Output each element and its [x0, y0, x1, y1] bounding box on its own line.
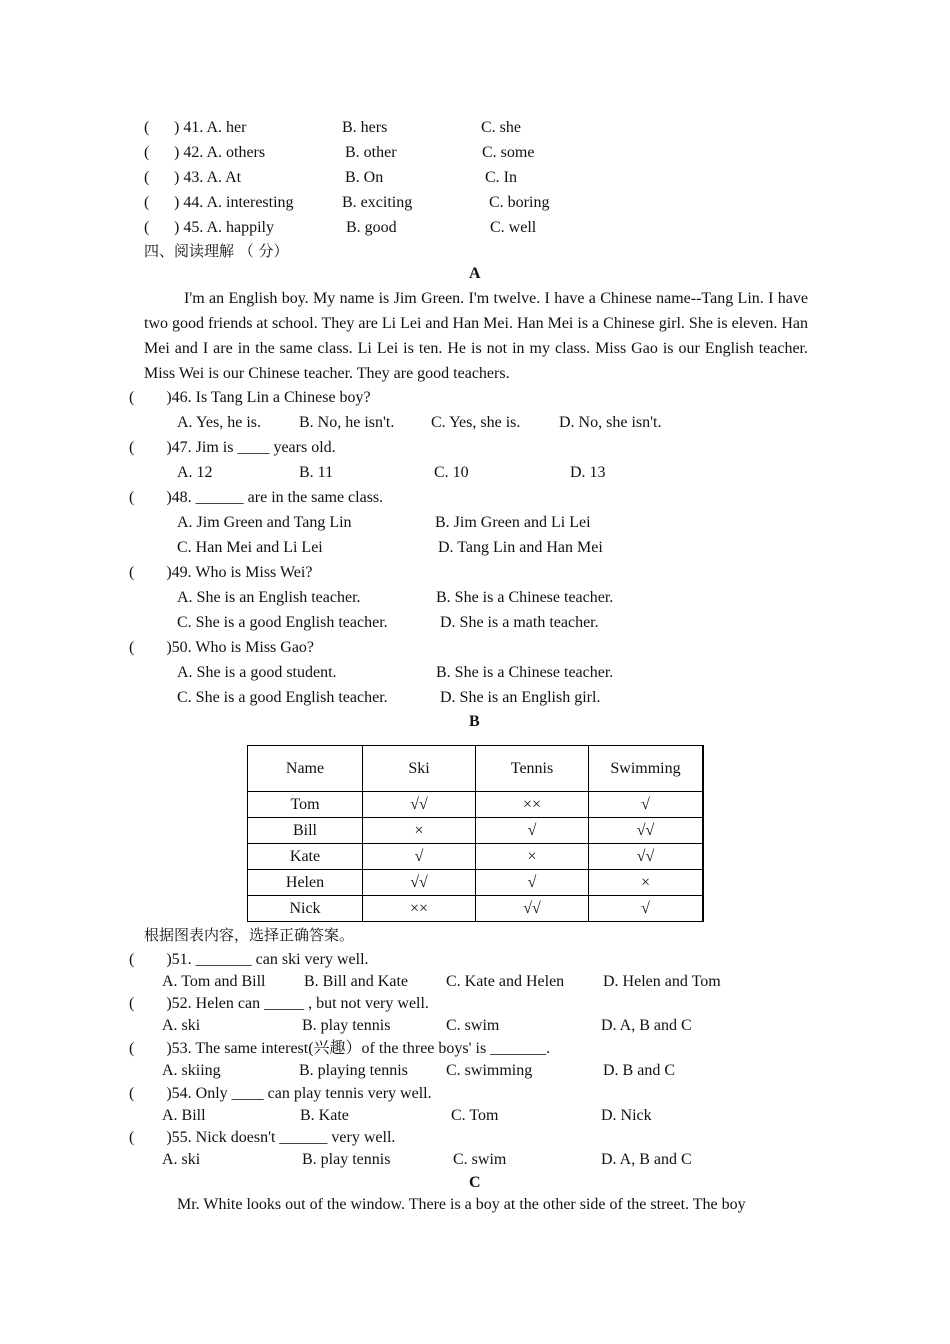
q51-option-d: D. Helen and Tom: [603, 973, 721, 990]
cell-tennis: √: [476, 818, 589, 844]
header-swimming: Swimming: [589, 746, 704, 792]
passage-a-text: [144, 286, 808, 386]
q55-option-d: D. A, B and C: [601, 1151, 692, 1168]
q49-option-b: B. She is a Chinese teacher.: [436, 589, 614, 606]
table-header-row: [248, 746, 704, 792]
cell-name: Nick: [248, 896, 363, 922]
q49-option-d: D. She is a math teacher.: [440, 614, 599, 631]
q52-option-d: D. A, B and C: [601, 1017, 692, 1034]
answer-paren: (: [144, 219, 150, 236]
option-a: ) 44. A. interesting: [174, 194, 294, 211]
q50-option-b: B. She is a Chinese teacher.: [436, 664, 614, 681]
option-b: B. hers: [342, 119, 388, 136]
q49-option-c: C. She is a good English teacher.: [177, 614, 388, 631]
option-c: C. In: [485, 169, 517, 186]
question-50: ( )50. Who is Miss Gao?: [129, 639, 315, 656]
q55-option-c: C. swim: [453, 1151, 507, 1168]
q48-option-d: D. Tang Lin and Han Mei: [438, 539, 603, 556]
cell-swimming: √√: [589, 844, 704, 870]
q54-option-a: A. Bill: [162, 1107, 206, 1124]
question-49: ( )49. Who is Miss Wei?: [129, 564, 313, 581]
q54-option-d: D. Nick: [601, 1107, 652, 1124]
header-ski: Ski: [363, 746, 476, 792]
cell-ski: ×: [363, 818, 476, 844]
cell-ski: √√: [363, 792, 476, 818]
answer-paren: (: [144, 119, 150, 136]
q53-option-c: C. swimming: [446, 1062, 533, 1079]
cell-swimming: ×: [589, 870, 704, 896]
sports-table: [247, 745, 704, 922]
option-c: C. well: [490, 219, 537, 236]
question-47: ( )47. Jim is ____ years old.: [129, 439, 336, 456]
option-a: ) 43. A. At: [174, 169, 242, 186]
passage-b-label: B: [469, 713, 480, 730]
q48-option-b: B. Jim Green and Li Lei: [435, 514, 591, 531]
question-54: ( )54. Only ____ can play tennis very well.: [129, 1085, 432, 1102]
q55-option-b: B. play tennis: [302, 1151, 391, 1168]
table-row: [248, 818, 704, 844]
option-b: B. exciting: [342, 194, 413, 211]
option-a: ) 45. A. happily: [174, 219, 274, 236]
option-b: B. other: [345, 144, 397, 161]
option-c: C. some: [482, 144, 535, 161]
cell-tennis: ××: [476, 792, 589, 818]
q46-option-c: C. Yes, she is.: [431, 414, 521, 431]
table-row: [248, 870, 704, 896]
q50-option-c: C. She is a good English teacher.: [177, 689, 388, 706]
option-c: C. boring: [489, 194, 550, 211]
answer-paren: (: [144, 194, 150, 211]
question-46: ( )46. Is Tang Lin a Chinese boy?: [129, 389, 371, 406]
answer-paren: (: [144, 169, 150, 186]
cell-name: Bill: [248, 818, 363, 844]
table-row: [248, 844, 704, 870]
table-instruction: 根据图表内容，选择正确答案。: [144, 926, 355, 944]
option-a: ) 42. A. others: [174, 144, 266, 161]
answer-paren: (: [144, 144, 150, 161]
cell-tennis: √: [476, 870, 589, 896]
header-tennis: Tennis: [476, 746, 589, 792]
q52-option-c: C. swim: [446, 1017, 500, 1034]
option-b: B. On: [345, 169, 384, 186]
q55-option-a: A. ski: [162, 1151, 201, 1168]
question-53: ( )53. The same interest(兴趣）of the three boys' is _______.: [129, 1040, 551, 1057]
passage-c-label: C: [469, 1174, 481, 1191]
passage-a-label: A: [469, 265, 481, 282]
q53-option-a: A. skiing: [162, 1062, 221, 1079]
cell-tennis: ×: [476, 844, 589, 870]
option-b: B. good: [346, 219, 397, 236]
passage-a-paragraph: I'm an English boy. My name is Jim Green. I'm twelve. I have a Chinese name--Tang Lin. I have two good friends at school. They are Li Lei and Han Mei. Han Mei is a Chinese girl. She is eleven. Han Mei and I are in the same class. Li Lei is ten. He is not in my class. Miss Gao is our English teacher. Miss Wei is our Chinese teacher. They are good teachers.: [144, 290, 808, 382]
question-51: ( )51. _______ can ski very well.: [129, 951, 369, 968]
q54-option-c: C. Tom: [451, 1107, 499, 1124]
cell-tennis: √√: [476, 896, 589, 922]
passage-c-text: Mr. White looks out of the window. There is a boy at the other side of the street. The boy: [177, 1196, 746, 1213]
q54-option-b: B. Kate: [300, 1107, 349, 1124]
q46-option-a: A. Yes, he is.: [177, 414, 262, 431]
q50-option-d: D. She is an English girl.: [440, 689, 601, 706]
cell-name: Tom: [248, 792, 363, 818]
cell-ski: √: [363, 844, 476, 870]
table-row: [248, 896, 704, 922]
q51-option-b: B. Bill and Kate: [304, 973, 408, 990]
question-52: ( )52. Helen can _____ , but not very well.: [129, 995, 429, 1012]
q52-option-a: A. ski: [162, 1017, 201, 1034]
table-row: [248, 792, 704, 818]
q49-option-a: A. She is an English teacher.: [177, 589, 361, 606]
q53-option-b: B. playing tennis: [299, 1062, 408, 1079]
q47-option-a: A. 12: [177, 464, 213, 481]
cell-ski: √√: [363, 870, 476, 896]
q51-option-a: A. Tom and Bill: [162, 973, 266, 990]
q53-option-d: D. B and C: [603, 1062, 675, 1079]
cell-name: Kate: [248, 844, 363, 870]
cell-swimming: √√: [589, 818, 704, 844]
q46-option-b: B. No, he isn't.: [299, 414, 395, 431]
question-48: ( )48. ______ are in the same class.: [129, 489, 384, 506]
q51-option-c: C. Kate and Helen: [446, 973, 565, 990]
question-55: ( )55. Nick doesn't ______ very well.: [129, 1129, 396, 1146]
q46-option-d: D. No, she isn't.: [559, 414, 662, 431]
cell-name: Helen: [248, 870, 363, 896]
q48-option-a: A. Jim Green and Tang Lin: [177, 514, 352, 531]
q47-option-c: C. 10: [434, 464, 469, 481]
q47-option-d: D. 13: [570, 464, 606, 481]
header-name: Name: [248, 746, 363, 792]
option-c: C. she: [481, 119, 521, 136]
cell-swimming: √: [589, 792, 704, 818]
cell-swimming: √: [589, 896, 704, 922]
q48-option-c: C. Han Mei and Li Lei: [177, 539, 323, 556]
section-4-title: 四、阅读理解 （ 分）: [144, 242, 289, 260]
option-a: ) 41. A. her: [174, 119, 247, 136]
q50-option-a: A. She is a good student.: [177, 664, 337, 681]
cell-ski: ××: [363, 896, 476, 922]
q52-option-b: B. play tennis: [302, 1017, 391, 1034]
q47-option-b: B. 11: [299, 464, 334, 481]
